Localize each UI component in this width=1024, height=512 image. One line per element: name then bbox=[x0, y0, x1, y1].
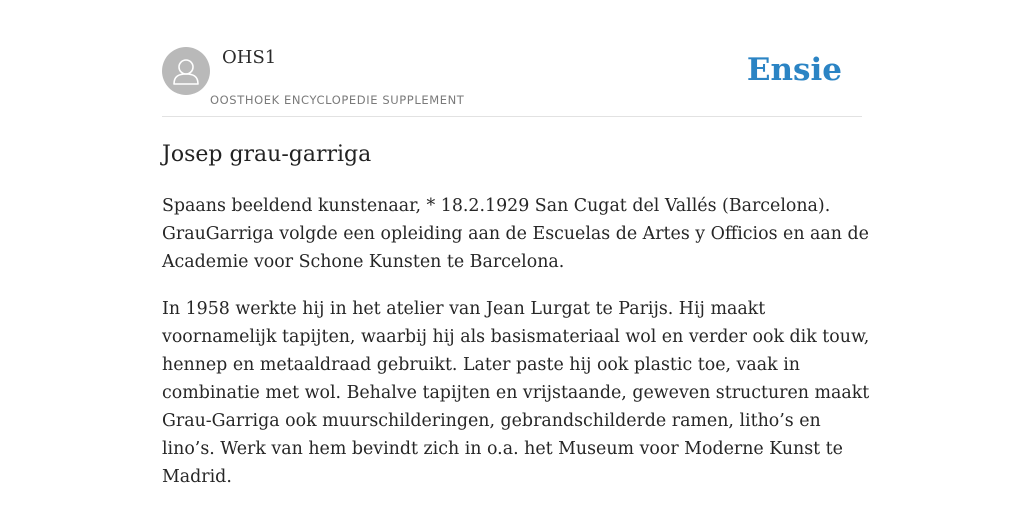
avatar[interactable] bbox=[162, 47, 210, 95]
user-icon bbox=[162, 47, 210, 95]
source-label: OOSTHOEK ENCYCLOPEDIE SUPPLEMENT bbox=[210, 93, 465, 107]
brand-logo[interactable]: Ensie bbox=[746, 52, 842, 88]
paragraph: Spaans beeldend kunstenaar, * 18.2.1929 San Cugat del Vallés (Barcelona). GrauGarriga volgde een opleiding aan de Escuelas de Artes y Officios en aan de Academie voor Schone Kunsten te Barcelona. bbox=[162, 196, 869, 272]
paragraph: In 1958 werkte hij in het atelier van Jean Lurgat te Parijs. Hij maakt voornamelijk tapijten, waarbij hij als basismateriaal wol en verder ook dik touw, hennep en metaaldraad gebruikt. Later paste hij ook plastic toe, vaak in combinatie met wol. Behalve tapijten en vrijstaande, geweven structuren maakt Grau-Garriga ook muurschilderingen, gebrandschilderde ramen, litho’s en lino’s. Werk van hem bevindt zich in o.a. het Museum voor Moderne Kunst te Madrid. bbox=[162, 299, 870, 487]
entry-header bbox=[162, 46, 862, 117]
page-title: Josep grau-garriga bbox=[162, 142, 372, 167]
author-name[interactable]: OHS1 bbox=[222, 47, 277, 68]
article-body bbox=[162, 192, 874, 510]
